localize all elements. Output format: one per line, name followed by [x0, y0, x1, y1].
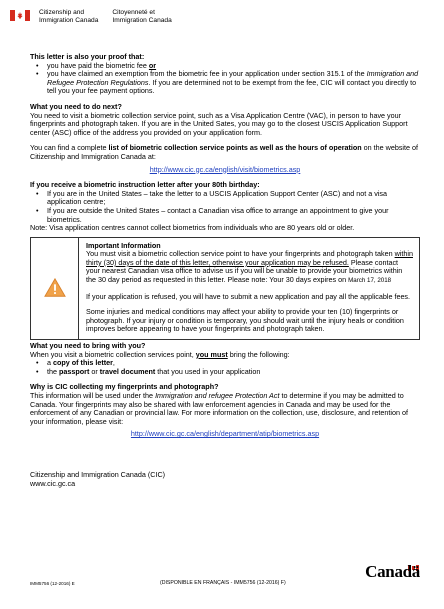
eighty-heading: If you receive a biometric instruction letter after your 80th birthday:: [30, 180, 260, 190]
bring-list: [30, 359, 420, 376]
proof-heading: This letter is also your proof that:: [30, 52, 145, 61]
why-heading: Why is CIC collecting my fingerprints and photograph?: [30, 382, 219, 392]
next-steps-heading: What you need to do next?: [30, 101, 122, 111]
important-information-box: [30, 237, 420, 340]
eighty-note: Note: Visa application centres cannot collect biometrics from individuals who are 80 years old or older.: [30, 223, 355, 233]
letterhead: [10, 9, 172, 29]
important-paragraph-3: Some injuries and medical conditions may affect your ability to provide your ten (10) fingerprints or photograph. If your injury or condition is temporary, you should wait until the injury heals or condition improves before appearing to have your fingerprints and photograph taken.: [86, 307, 404, 334]
warning-icon: [44, 277, 66, 299]
list-item: • If you are in the United States – take the letter to a USCIS Application Support Center (ASC) and not a visa application centre;: [30, 190, 420, 207]
signoff-website: www.cic.gc.ca: [30, 478, 76, 488]
letter-body: [30, 53, 420, 488]
agency-name-english: Citizenship and Immigration Canada: [39, 9, 99, 24]
list-item: • If you are outside the United States – contact a Canadian visa office to arrange an appointment to give your biometrics.: [30, 207, 420, 224]
form-code: IMM5756 (12-2016) E: [30, 581, 75, 586]
bring-intro: When you visit a biometric collection services point, you must bring the following:: [30, 349, 290, 359]
list-item: • a copy of this letter,: [30, 359, 420, 368]
service-points-paragraph: You can find a complete list of biometric collection service points as well as the hours of operation on the website of Citizenship and Immigration Canada at:: [30, 143, 419, 161]
french-availability-note: (DISPONIBLE EN FRANÇAIS - IMM5756 (12-2016) F): [160, 580, 286, 586]
next-steps-paragraph: You need to visit a biometric collection service point, such as a Visa Application Centre (VAC), in person to have your fingerprints and photograph taken. If you are in the United Sates, you may go to the closest USCIS Application Support center (ASC) office of the address you provided on your application form.: [30, 110, 408, 137]
proof-list: [30, 62, 420, 96]
biometrics-visit-link[interactable]: http://www.cic.gc.ca/english/visit/biometrics.asp: [149, 164, 301, 174]
list-item: • you have claimed an exemption from the biometric fee in your application under section 315.1 of the Immigration and Refugee Protection Regulations. If you are determined not to be exempt from the fee, CIC will contact you directly to tell you your fee payment options.: [30, 70, 420, 96]
important-heading: Important Information: [86, 240, 161, 250]
why-paragraph: This information will be used under the Immigration and refugee Protection Act to determine if you may be admitted to Canada. Your fingerprints may also be shared with law enforcement agencies in Canada and may be used for the enforcement of any Canadian or provincial law. For more information on the collection, use, disclosure, and retention of your information, please visit:: [30, 391, 408, 426]
canada-wordmark-logo: Canadä: [365, 562, 420, 581]
important-paragraph-2: If your application is refused, you will have to submit a new application and pay all the applicable fees.: [86, 291, 411, 301]
agency-name-french: Citoyenneté et Immigration Canada: [112, 9, 172, 24]
bring-heading: What you need to bring with you?: [30, 341, 146, 351]
canada-flag-icon: [10, 10, 30, 21]
list-item: • you have paid the biometric fee or: [30, 62, 420, 71]
signoff-organization: Citizenship and Immigration Canada (CIC): [30, 469, 166, 479]
page-footer: [30, 562, 420, 594]
atip-biometrics-link[interactable]: http://www.cic.gc.ca/english/department/atip/biometrics.asp: [130, 429, 320, 439]
expiry-date: March 17, 2018: [348, 277, 392, 285]
list-item: • the passport or travel document that you used in your application: [30, 368, 420, 377]
eighty-list: [30, 190, 420, 224]
important-paragraph-1: You must visit a biometric collection service point to have your fingerprints and photograph taken within thirty (30) days of the date of this letter, otherwise your application may be refused. Please contact your nearest Canadian visa office to advise us if you will be unable to provide your biometrics within the 30 day period as requested in this letter. Please note: Your 30 days expires on March 17, 2018: [86, 249, 413, 285]
